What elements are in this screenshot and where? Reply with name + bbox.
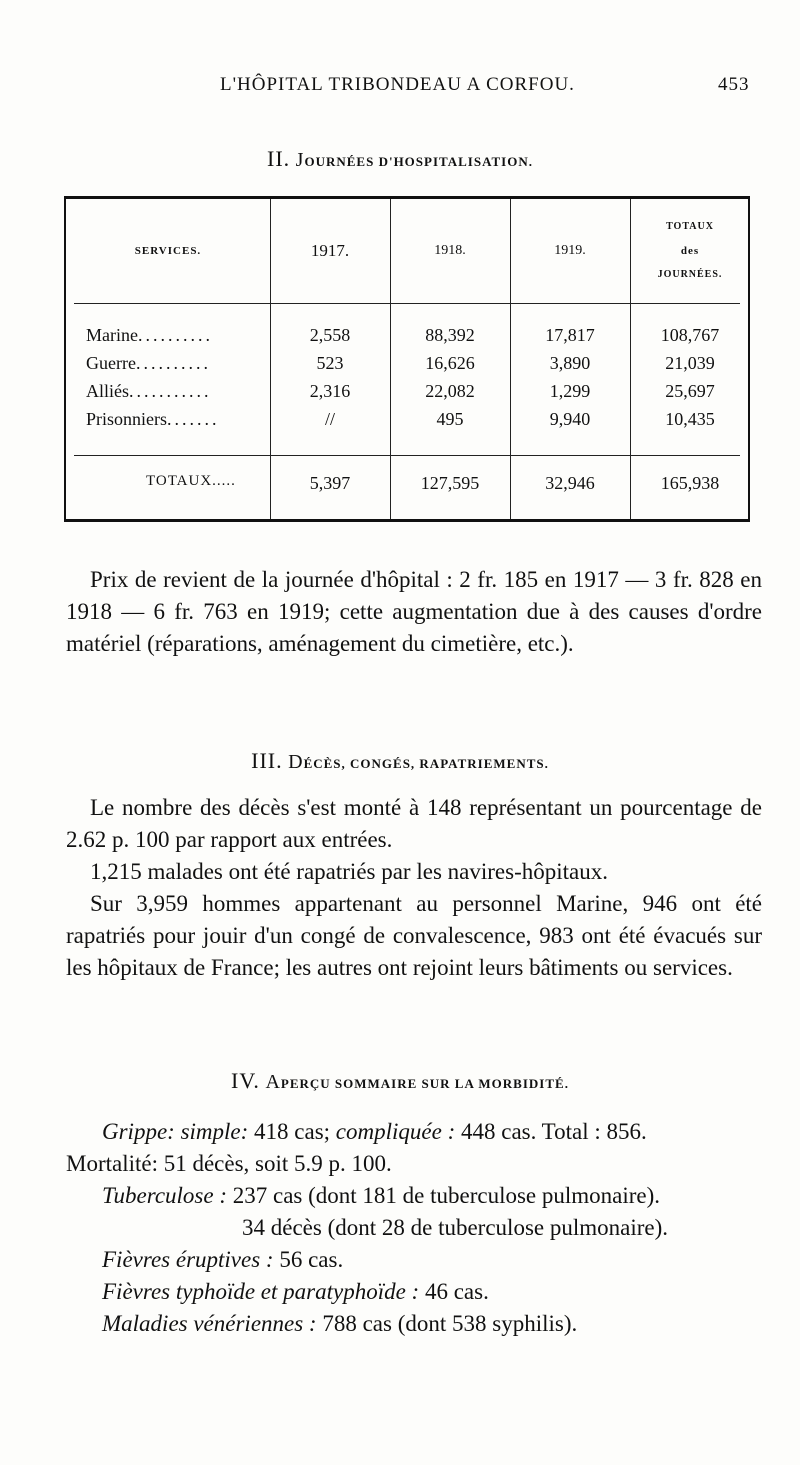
row-label: [86, 325, 266, 346]
header-totaux-line2: des: [680, 245, 700, 257]
veneriennes-label: Maladies vénériennes :: [102, 1311, 317, 1336]
section-title-deces: [0, 748, 800, 774]
section3-body: [66, 792, 762, 984]
morbidity-typhoide: [66, 1276, 772, 1308]
leader-dots: ..........: [135, 353, 211, 373]
cell-1917: 2,558: [309, 325, 351, 345]
header-totaux-line3: JOURNÉES.: [657, 269, 723, 280]
typhoide-label: Fièvres typhoïde et paratyphoïde :: [102, 1279, 420, 1304]
table-row: [66, 381, 752, 407]
section-title-initial: D: [288, 751, 304, 773]
header-totaux: [630, 199, 750, 303]
total-grand: 165,938: [660, 473, 720, 493]
leader-dots: ..........: [137, 325, 213, 345]
paragraph-cost: Prix de revient de la journée d'hôpital : 2 fr. 185 en 1917 — 3 fr. 828 en 1918 — 6 fr. 763 en 1919; cette augmentation due à des causes d'ordre matériel (réparations, aménagement du cimetière, etc.).: [66, 567, 762, 656]
table-row: [66, 353, 752, 379]
cell-1917: 2,316: [309, 381, 351, 401]
cell-1919: 9,940: [549, 409, 591, 429]
row-label-text: Guerre: [86, 353, 136, 373]
running-title: L'HÔPITAL TRIBONDEAU A CORFOU.: [220, 74, 575, 95]
morbidity-tuberculose-deces: 34 décès (dont 28 de tuberculose pulmonaire).: [242, 1215, 669, 1240]
section-numeral: III.: [251, 748, 283, 773]
leader-dots: .......: [167, 409, 220, 429]
section-title-initial: A: [265, 1071, 281, 1093]
table-total-row: [66, 473, 752, 499]
grippe-comp: 448 cas. Total : 856.: [455, 1119, 647, 1144]
morbidity-grippe: [66, 1116, 772, 1148]
running-head: [0, 74, 800, 104]
header-1918: 1918.: [434, 243, 466, 258]
section-title-rest: PERÇU SOMMAIRE SUR LA MORBIDITÉ.: [280, 1076, 569, 1091]
cell-total: 21,039: [665, 353, 715, 373]
cell-1918: 16,626: [425, 353, 475, 373]
header-1917: 1917.: [310, 241, 350, 260]
header-services: SERVICES.: [134, 245, 202, 257]
cell-1918: 22,082: [425, 381, 475, 401]
cell-1917: //: [324, 409, 335, 429]
morbidity-list: [66, 1116, 772, 1340]
cell-1918: 88,392: [425, 325, 475, 345]
section-title-journees: [0, 146, 800, 172]
fievres-eruptives-cas: 56 cas.: [273, 1247, 344, 1272]
header-rule: [74, 303, 740, 304]
section-title-rest: ÉCÈS, CONGÉS, RAPATRIEMENTS.: [303, 756, 549, 771]
section-numeral: II.: [267, 146, 291, 171]
table-row: [66, 325, 752, 351]
total-1919: 32,946: [545, 473, 595, 493]
row-label: [86, 409, 266, 430]
section-title-morbidite: [0, 1068, 800, 1094]
row-label: [86, 353, 266, 374]
tuberculose-label: Tuberculose :: [102, 1183, 227, 1208]
header-totaux-line1: TOTAUX: [666, 221, 714, 232]
total-1918: 127,595: [420, 473, 480, 493]
row-label-text: Alliés: [86, 381, 129, 401]
morbidity-tuberculose: [66, 1180, 772, 1212]
morbidity-fievres-eruptives: [66, 1244, 772, 1276]
section-title-rest: OURNÉES D'HOSPITALISATION.: [304, 154, 533, 169]
morbidity-mortalite: Mortalité: 51 décès, soit 5.9 p. 100.: [66, 1151, 392, 1176]
row-label: [86, 381, 266, 402]
cell-1919: 17,817: [545, 325, 595, 345]
cell-1919: 1,299: [549, 381, 591, 401]
total-1917: 5,397: [309, 473, 351, 493]
paragraph-deces: Le nombre des décès s'est monté à 148 représentant un pourcentage de 2.62 p. 100 par rapport aux entrées.: [66, 795, 762, 852]
cell-1917: 523: [316, 353, 344, 373]
hospitalisation-table: [64, 196, 750, 522]
header-1919: 1919.: [554, 243, 586, 258]
section-title-initial: J: [295, 149, 305, 171]
leader-dots: ...........: [129, 381, 212, 401]
typhoide-cas: 46 cas.: [419, 1279, 489, 1304]
row-label-text: Marine: [86, 325, 138, 345]
cell-1918: 495: [436, 409, 464, 429]
grippe-comp-label: compliquée :: [335, 1119, 456, 1144]
page-number: 453: [718, 74, 750, 95]
row-label-text: Prisonniers: [86, 409, 167, 429]
veneriennes-cas: 788 cas (dont 538 syphilis).: [316, 1311, 578, 1336]
total-rule: [74, 455, 740, 456]
paragraph-rapatries: 1,215 malades ont été rapatriés par les navires-hôpitaux.: [90, 859, 608, 884]
table-row: [66, 409, 752, 435]
tuberculose-cas: 237 cas (dont 181 de tuberculose pulmonaire).: [227, 1183, 661, 1208]
total-label: TOTAUX.....: [146, 473, 236, 489]
cell-1919: 3,890: [549, 353, 591, 373]
grippe-label: Grippe: simple:: [102, 1119, 249, 1144]
cell-total: 10,435: [665, 409, 715, 429]
cell-total: 25,697: [665, 381, 715, 401]
fievres-eruptives-label: Fièvres éruptives :: [102, 1247, 274, 1272]
morbidity-veneriennes: [66, 1308, 772, 1340]
section-numeral: IV.: [231, 1068, 260, 1093]
cell-total: 108,767: [660, 325, 720, 345]
paragraph-personnel: Sur 3,959 hommes appartenant au personnel Marine, 946 ont été rapatriés pour jouir d'un congé de convalescence, 983 ont été évacués sur les hôpitaux de France; les autres ont rejoint leurs bâtiments ou services.: [66, 891, 762, 980]
grippe-simple: 418 cas;: [248, 1119, 336, 1144]
